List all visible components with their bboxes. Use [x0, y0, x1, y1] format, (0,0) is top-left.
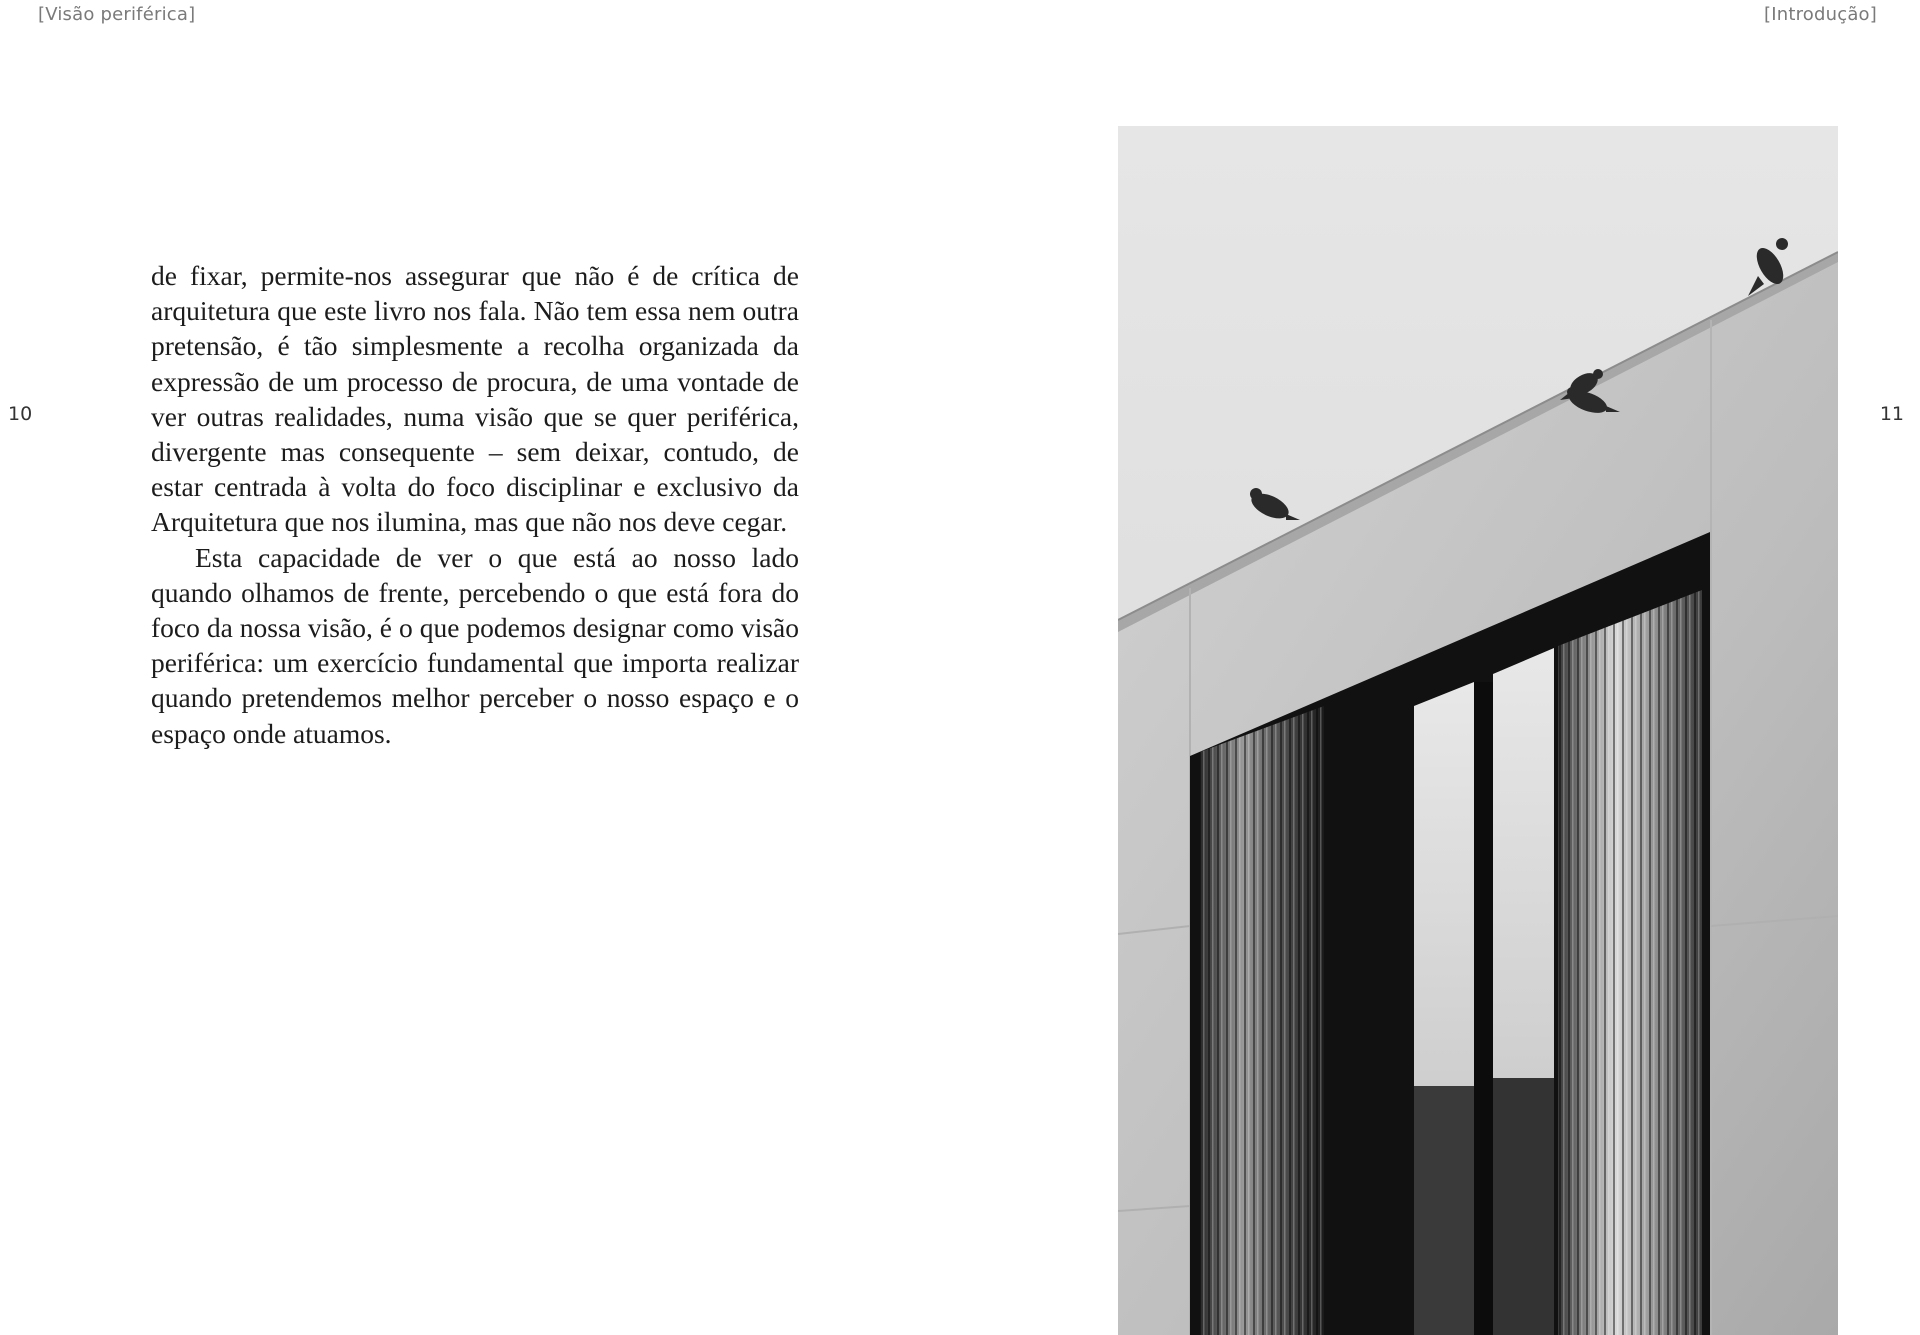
paragraph-1: de fixar, permite-nos assegurar que não é de crítica de arquitetura que este livro nos fala. Não tem essa nem outra pretensão, é tão simplesmente a recolha organizada da expressão de um processo de procura, de uma vontade de ver outras realidades, numa visão que se quer periférica, divergente mas consequente – sem deixar, contudo, de estar centrada à volta do foco disciplinar e exclusivo da Arquitetura que nos ilumina, mas que não nos deve cegar.	[151, 260, 799, 538]
building-photo	[1118, 126, 1838, 1335]
building-photo-illustration	[1118, 126, 1838, 1335]
running-head-left: [Visão periférica]	[38, 4, 196, 25]
page-number-right: 11	[1879, 403, 1904, 425]
paragraph-2: Esta capacidade de ver o que está ao nosso lado quando olhamos de frente, percebendo o que está fora do foco da nossa visão, é o que podemos designar como visão periférica: um exercício fundamental que importa realizar quando pretendemos melhor perceber o nosso espaço e o espaço onde atuamos.	[151, 541, 799, 749]
running-head-right: [Introdução]	[1763, 4, 1877, 25]
page-number-left: 10	[8, 403, 33, 425]
body-text	[151, 258, 799, 751]
